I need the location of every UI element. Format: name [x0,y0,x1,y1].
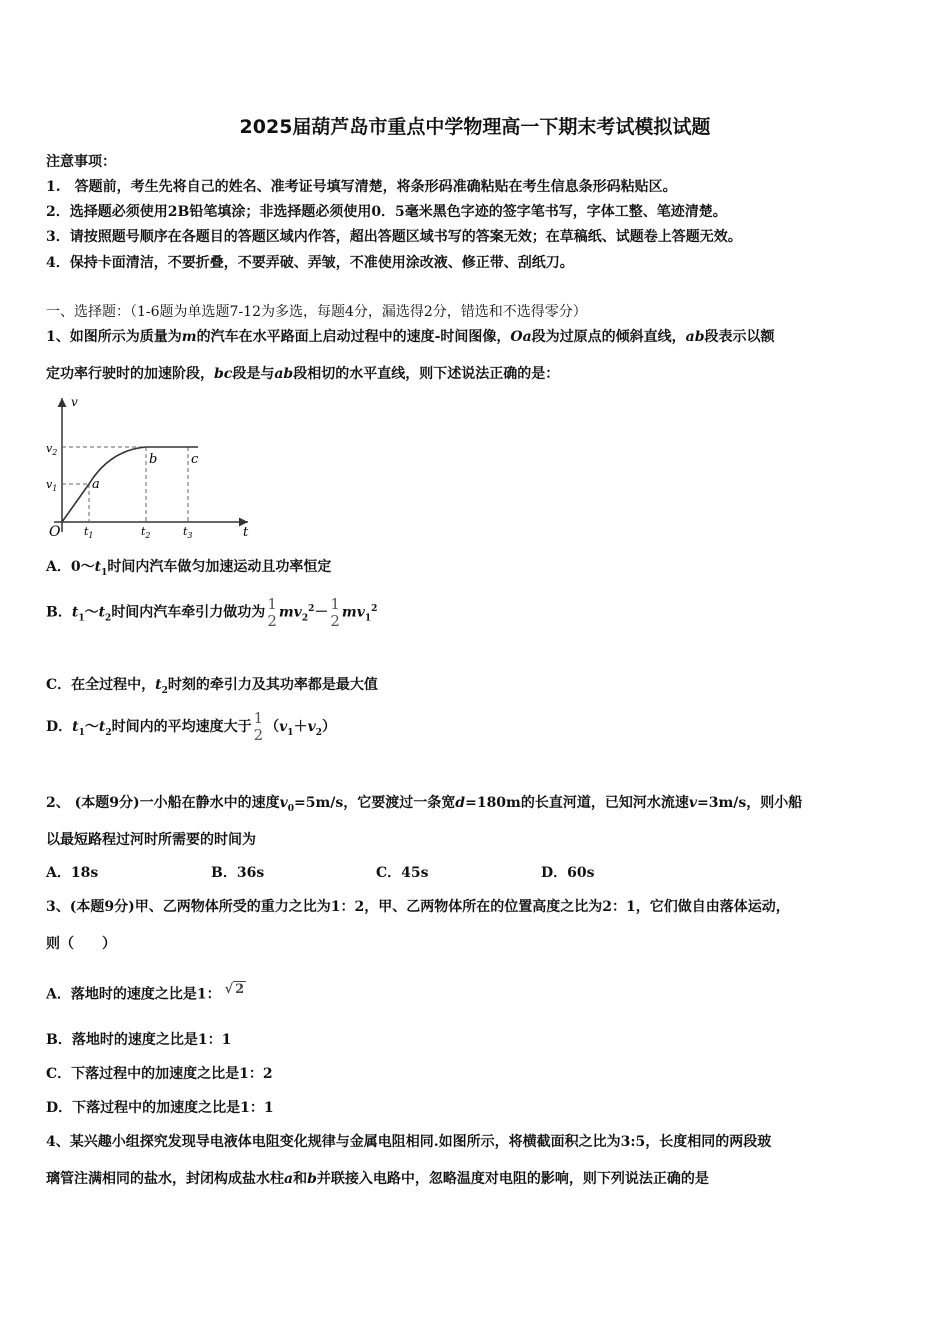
v-axis-label: v [71,395,78,409]
notice-heading: 注意事项： [46,154,116,170]
q3-option-b[interactable]: B．落地时的速度之比是1：1 [46,1032,232,1048]
point-c: c [191,452,199,467]
q1-stem-line2: 定功率行驶时的加速阶段，bc段是与ab段相切的水平直线，则下述说法正确的是： [46,366,560,382]
notice-item-3: 3．请按照题号顺序在各题目的答题区域内作答，超出答题区域书写的答案无效；在草稿纸、试题卷上答题无效。 [46,229,742,245]
q1-option-b[interactable]: B．$t_1\sim t_2$时间内汽车牵引力做功为 1 2 $mv_2^2-$ 1 2 $mv_1^2$ [46,594,378,630]
point-b: b [149,452,158,467]
q1-option-a[interactable]: A．$0\sim t_1$时间内汽车做匀加速运动且功率恒定 [46,559,332,578]
notice-item-1: 1. 答题前，考生先将自己的姓名、准考证号填写清楚，将条形码准确粘贴在考生信息条形码粘贴区。 [46,179,677,195]
segment-oa [62,484,89,522]
q1-stem-line1: 1、如图所示为质量为m的汽车在水平路面上启动过程中的速度-时间图像，Oa段为过原点的倾斜直线，ab段表示以额 [46,329,775,345]
q2-options [46,863,706,883]
q2-stem-line2: 以最短路程过河时所需要的时间为 [46,832,256,848]
q1-option-d[interactable]: D．$t_1\sim t_2$时间内的平均速度大于 1 2 $(v_1+v_2)$ [46,709,336,744]
point-a: a [92,477,100,492]
label-t1: $t_1$ [84,525,94,540]
sqrt-symbol: √ 2 [224,982,245,997]
label-v1: $v_1$ [46,478,58,493]
q3-stem-line1: 3、(本题9分)甲、乙两物体所受的重力之比为1：2，甲、乙两物体所在的位置高度之比为2：1，它们做自由落体运动， [46,899,790,915]
q3-option-d[interactable]: D．下落过程中的加速度之比是1：1 [46,1100,274,1116]
fraction-half: 1 2 [330,594,340,630]
q4-stem-line1: 4、某兴趣小组探究发现导电液体电阻变化规律与金属电阻相同.如图所示，将横截面积之比为3:5，长度相同的两段玻 [46,1134,772,1150]
notice-item-2: 2．选择题必须使用2B铅笔填涂；非选择题必须使用0．5毫米黑色字迹的签字笔书写，字体工整、笔迹清楚。 [46,204,727,220]
q3-option-c[interactable]: C．下落过程中的加速度之比是1：2 [46,1066,273,1082]
label-t3: $t_3$ [183,525,193,540]
fraction-half: 1 2 [267,594,277,630]
q2-option-a[interactable]: A．18s [46,865,99,881]
q2-option-d[interactable]: D．60s [541,865,595,881]
label-t2: $t_2$ [141,525,151,540]
page-title: 2025届葫芦岛市重点中学物理高一下期末考试模拟试题 [239,116,711,138]
label-v2: $v_2$ [46,442,58,457]
q3-stem-line2: 则（ ） [46,936,116,952]
q3-option-a[interactable]: A．落地时的速度之比是1： √ 2 [46,982,245,1003]
q4-stem-line2: 璃管注满相同的盐水，封闭构成盐水柱a和b并联接入电路中，忽略温度对电阻的影响，则下列说法正确的是 [46,1171,709,1187]
origin-label: O [49,524,61,540]
fraction-half: 1 2 [253,709,264,744]
section-heading: 一、选择题：（1-6题为单选题7-12为多选，每题4分，漏选得2分，错选和不选得零分） [46,304,587,320]
q2-stem-line1: 2、 (本题9分)一小船在静水中的速度$v_0=5m/s$，它要渡过一条宽d=180m的长直河道，已知河水流速v=3m/s，则小船 [46,795,803,814]
t-axis-label: t [243,525,249,540]
q2-option-c[interactable]: C．45s [376,865,429,881]
notice-item-4: 4．保持卡面清洁，不要折叠，不要弄破、弄皱，不准使用涂改液、修正带、刮纸刀。 [46,255,574,271]
q1-option-c[interactable]: C．在全过程中，$t_2$时刻的牵引力及其功率都是最大值 [46,677,378,696]
velocity-time-graph [40,392,265,542]
q2-option-b[interactable]: B．36s [211,865,265,881]
